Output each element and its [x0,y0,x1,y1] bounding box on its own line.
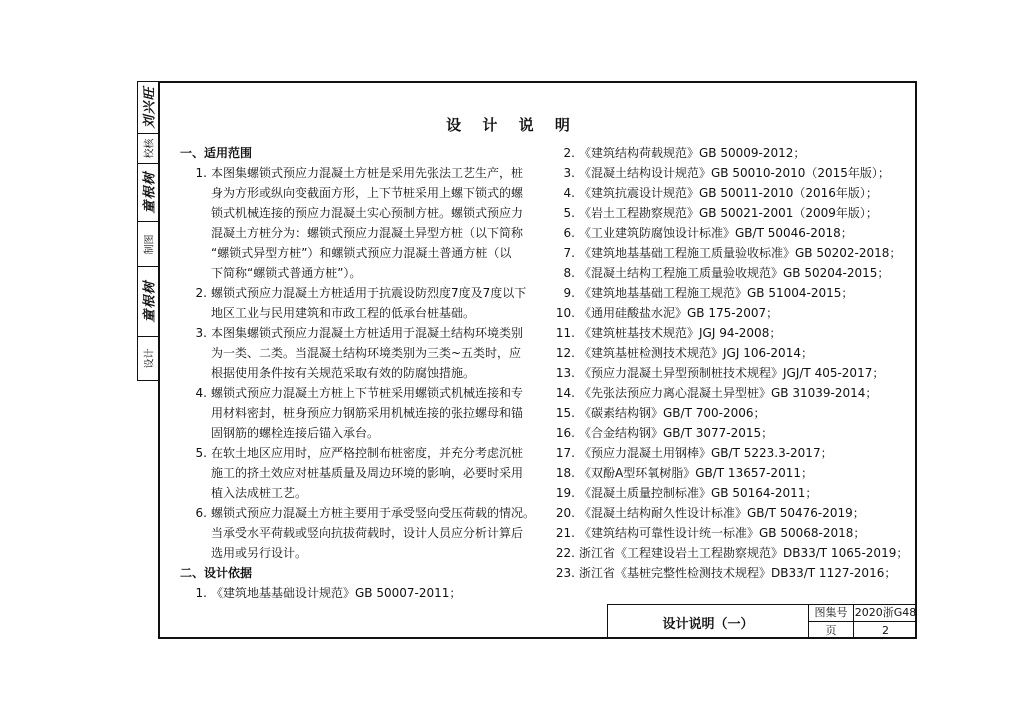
reference-number: 21. [555,526,575,540]
reference-text: 《建筑结构荷载规范》GB 50009-2012； [579,146,806,160]
reference-text: 《混凝土结构耐久性设计标准》GB/T 50476-2019； [579,506,865,520]
item-number [180,423,211,443]
drawing-label: 制图 [138,222,158,267]
reference-item [545,423,915,443]
reference-text: 《混凝土结构设计规范》GB 50010-2010（2015年版）； [579,166,890,180]
drawing-name: 设计说明（一） [607,604,808,639]
reference-text: 浙江省《基桩完整性检测技术规程》DB33/T 1127-2016； [579,566,897,580]
reference-number: 3. [563,166,575,180]
scope-item [180,323,535,383]
scope-item [180,383,535,443]
item-number [180,303,211,323]
basis-heading: 二、设计依据 [180,566,253,580]
reference-number: 22. [555,546,575,560]
item-number [180,403,211,423]
reference-text: 《双酚A型环氧树脂》GB/T 13657-2011； [579,466,813,480]
reference-item [545,323,915,343]
item-text-line: 地区工业与民用建筑和市政工程的低承台桩基础。 [211,306,476,320]
page-label: 页 [808,621,853,639]
reference-text: 浙江省《工程建设岩土工程勘察规范》DB33/T 1065-2019； [579,546,909,560]
title-block [607,604,917,639]
page-title: 设 计 说 明 [446,116,578,134]
scope-item [180,503,535,563]
review-signature: 刘兴旺 [138,82,158,134]
item-text-line: 固钢筋的螺栓连接后锚入承台。 [211,426,380,440]
scope-heading: 一、适用范围 [180,146,253,160]
item-text-line: 施工的挤土效应对桩基质量及周边环境的影响，必要时采用 [211,466,524,480]
page-number: 2 [853,621,917,639]
reference-item [545,163,915,183]
item-text-line: 当承受水平荷载或竖向抗拔荷载时，设计人员应分析计算后 [211,526,524,540]
item-text-line: 锁式机械连接的预应力混凝土实心预制方桩。螺锁式预应力 [211,206,524,220]
reference-text: 《通用硅酸盐水泥》GB 175-2007； [579,306,779,320]
reference-list [545,143,915,583]
scope-item [180,283,535,323]
reference-number: 15. [555,406,575,420]
basis-list [180,583,535,603]
item-text-line: 选用或另行设计。 [211,546,308,560]
reference-number: 14. [555,386,575,400]
reference-item [545,563,915,583]
reference-number: 19. [555,486,575,500]
item-number: 1. [195,166,207,180]
item-number [180,223,211,243]
reference-number: 7. [563,246,575,260]
reference-item [545,143,915,163]
item-number [180,523,211,543]
item-number [180,243,211,263]
item-text-line: 植入法成桩工艺。 [211,486,308,500]
reference-item [545,383,915,403]
reference-item [545,263,915,283]
reference-item [545,183,915,203]
item-number [180,343,211,363]
reference-number: 16. [555,426,575,440]
reference-number: 10. [555,306,575,320]
scope-item [180,443,535,503]
item-text-line: 为一类、二类。当混凝土结构环境类别为三类~五类时，应 [211,346,522,360]
reference-item [545,403,915,423]
reference-item [545,363,915,383]
reference-number: 12. [555,346,575,360]
item-number: 4. [195,386,207,400]
item-text-line: 根据使用条件按有关规范采取有效的防腐蚀措施。 [211,366,476,380]
reference-text: 《工业建筑防腐蚀设计标准》GB/T 50046-2018； [579,226,853,240]
item-number: 5. [195,446,207,460]
reference-item [545,223,915,243]
reference-text: 《建筑地基基础工程施工规范》GB 51004-2015； [579,286,854,300]
item-text-line: 本图集螺锁式预应力混凝土方桩是采用先张法工艺生产，桩 [211,166,524,180]
drawing-signature: 童根树 [138,164,158,222]
atlas-number-value: 2020浙G48 [854,606,917,619]
reference-item [545,303,915,323]
basis-item [180,583,535,603]
item-text-line: 螺锁式预应力混凝土方桩适用于抗震设防烈度7度及7度以下 [211,286,527,300]
reference-text: 《混凝土结构工程施工质量验收规范》GB 50204-2015； [579,266,890,280]
reference-item [545,543,915,563]
reference-number: 5. [563,206,575,220]
reference-number: 13. [555,366,575,380]
item-text-line: 混凝土方桩分为：螺锁式预应力混凝土异型方桩（以下简称 [211,226,524,240]
reference-text: 《碳素结构钢》GB/T 700-2006； [579,406,766,420]
design-label: 设计 [138,337,158,381]
reference-text: 《先张法预应力离心混凝土异型桩》GB 31039-2014； [579,386,878,400]
item-number [180,203,211,223]
reference-item [545,483,915,503]
reference-item [545,283,915,303]
reference-number: 20. [555,506,575,520]
reference-number: 8. [563,266,575,280]
reference-text: 《预应力混凝土异型预制桩技术规程》JGJ/T 405-2017； [579,366,885,380]
item-text-line: 身为方形或纵向变截面方形，上下节桩采用上螺下锁式的螺 [211,186,524,200]
reference-number: 18. [555,466,575,480]
scope-list [180,163,535,563]
reference-item [545,503,915,523]
item-text-line: 在软土地区应用时，应严格控制布桩密度，并充分考虑沉桩 [211,446,524,460]
reference-text: 《岩土工程勘察规范》GB 50021-2001（2009年版）； [579,206,878,220]
reference-text: 《建筑桩基技术规范》JGJ 94-2008； [579,326,782,340]
reference-text: 《混凝土质量控制标准》GB 50164-2011； [579,486,818,500]
reference-item [545,243,915,263]
item-number [180,463,211,483]
reference-item [545,463,915,483]
reference-text: 《合金结构钢》GB/T 3077-2015； [579,426,774,440]
item-number [180,543,211,563]
reference-text: 《预应力混凝土用钢棒》GB/T 5223.3-2017； [579,446,833,460]
reference-item [545,443,915,463]
left-column [180,143,535,603]
item-number: 6. [195,506,207,520]
reference-number: 2. [563,146,575,160]
item-number: 3. [195,326,207,340]
reference-item [545,343,915,363]
atlas-number-label: 图集号 [808,604,853,621]
scope-item [180,163,535,283]
review-label: 校核 [138,134,158,164]
item-text-line: 用材料密封，桩身预应力钢筋采用机械连接的张拉螺母和锚 [211,406,524,420]
item-number [180,183,211,203]
item-text-line: 螺锁式预应力混凝土方桩主要用于承受竖向受压荷载的情况。 [211,506,536,520]
reference-text: 《建筑抗震设计规范》GB 50011-2010（2016年版）； [579,186,878,200]
reference-text: 《建筑地基基础工程施工质量验收标准》GB 50202-2018； [579,246,902,260]
item-text-line: “螺锁式异型方桩”）和螺锁式预应力混凝土普通方桩（以 [211,246,512,260]
reference-text: 《建筑基桩检测技术规范》JGJ 106-2014； [579,346,813,360]
item-text: 《建筑地基基础设计规范》GB 50007-2011； [211,586,462,600]
item-text-line: 螺锁式预应力混凝土方桩上下节桩采用螺锁式机械连接和专 [211,386,524,400]
reference-number: 9. [563,286,575,300]
item-number: 1. [195,586,207,600]
reference-number: 4. [563,186,575,200]
reference-number: 23. [555,566,575,580]
item-text-line: 本图集螺锁式预应力混凝土方桩适用于混凝土结构环境类别 [211,326,524,340]
item-number [180,363,211,383]
item-number [180,263,211,283]
item-text-line: 下简称“螺锁式普通方桩”）。 [211,266,362,280]
reference-number: 6. [563,226,575,240]
reference-item [545,523,915,543]
reference-number: 11. [555,326,575,340]
item-number [180,483,211,503]
reference-item [545,203,915,223]
design-signature: 童根树 [138,267,158,337]
reference-number: 17. [555,446,575,460]
item-number: 2. [195,286,207,300]
reference-text: 《建筑结构可靠性设计统一标准》GB 50068-2018； [579,526,866,540]
